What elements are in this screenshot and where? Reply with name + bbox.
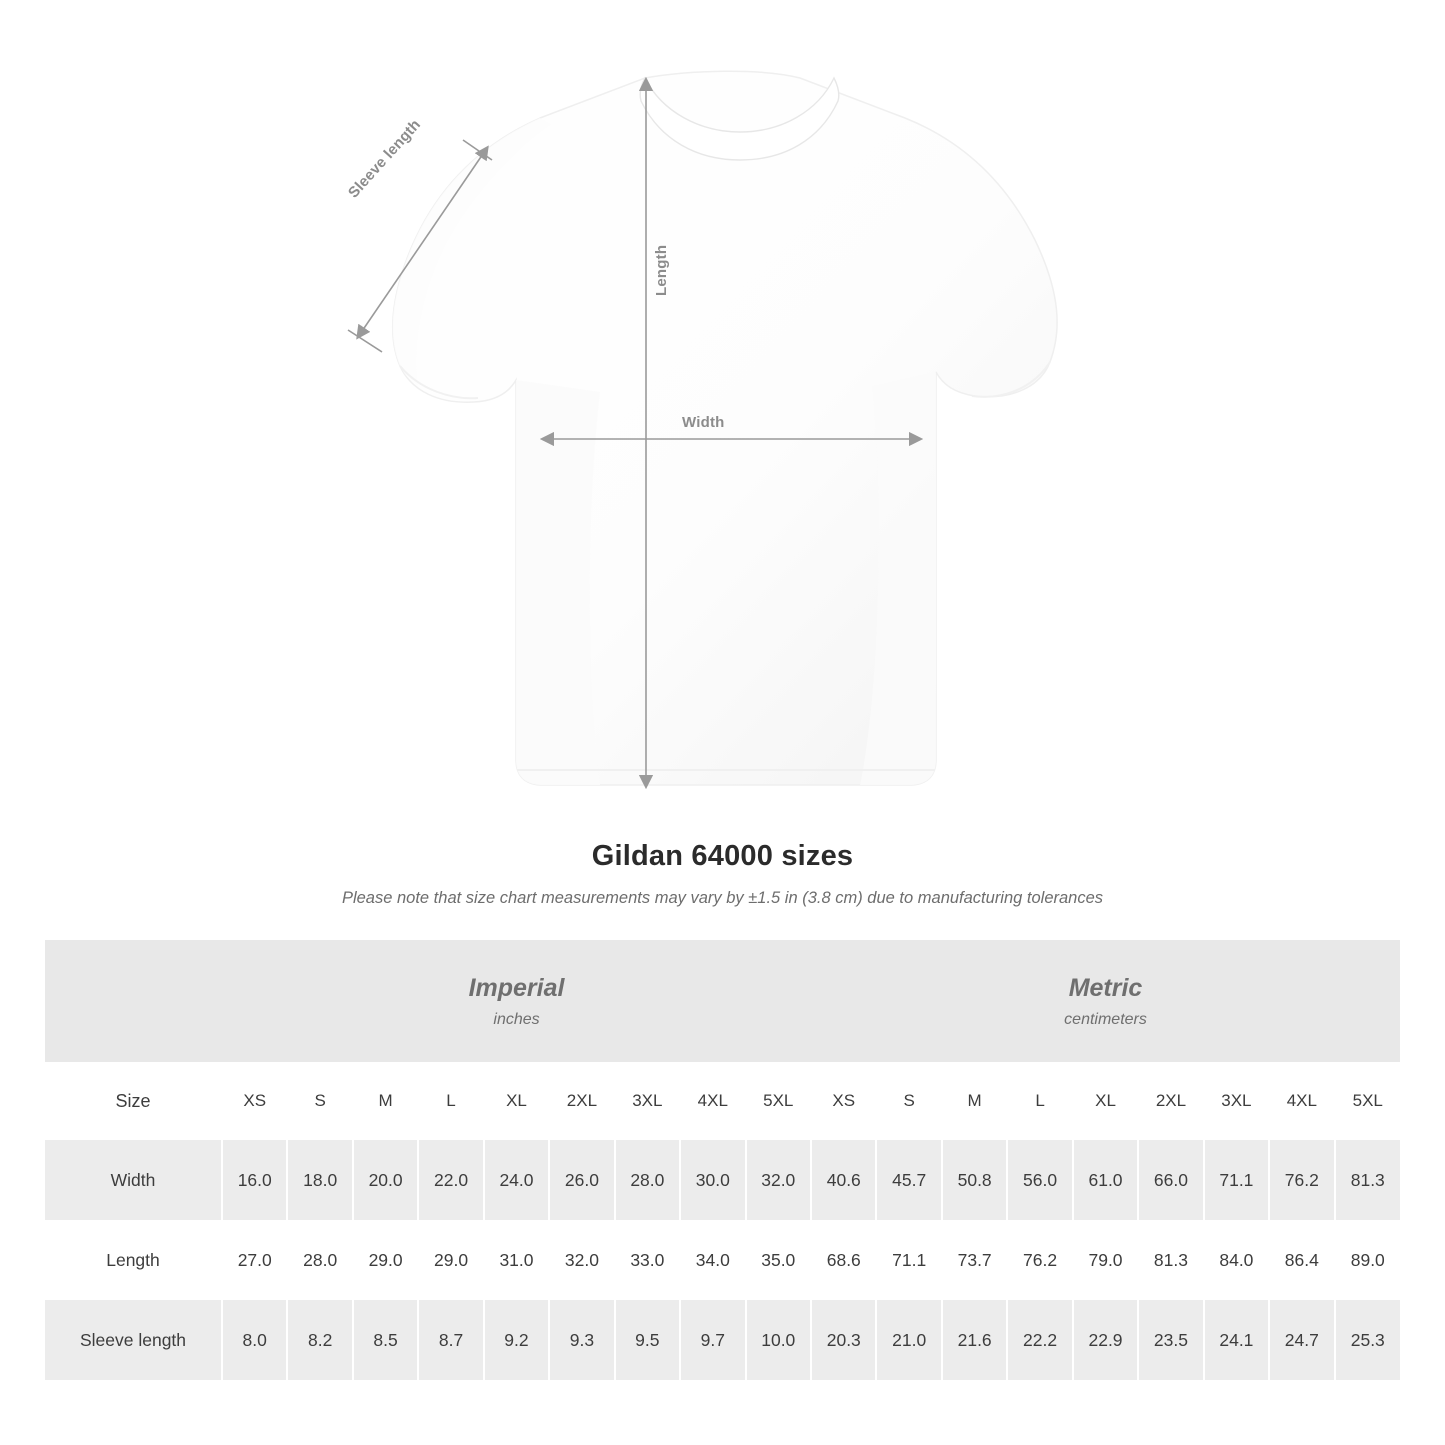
table-cell: 22.2 xyxy=(1007,1300,1072,1380)
table-cell: 34.0 xyxy=(680,1220,745,1300)
column-header: XS xyxy=(222,1062,287,1140)
width-label: Width xyxy=(682,414,725,431)
table-cell: 73.7 xyxy=(942,1220,1007,1300)
unit-header-metric xyxy=(811,940,1400,1062)
table-cell: 26.0 xyxy=(549,1140,614,1220)
table-cell: 86.4 xyxy=(1269,1220,1334,1300)
table-cell: 24.1 xyxy=(1204,1300,1269,1380)
table-cell: 66.0 xyxy=(1138,1140,1203,1220)
table-cell: 71.1 xyxy=(1204,1140,1269,1220)
column-header: XL xyxy=(484,1062,549,1140)
unit-header-imperial xyxy=(222,940,811,1062)
table-cell: 71.1 xyxy=(876,1220,941,1300)
table-cell: 30.0 xyxy=(680,1140,745,1220)
column-header: S xyxy=(287,1062,352,1140)
table-cell: 10.0 xyxy=(746,1300,812,1380)
column-header: 4XL xyxy=(1269,1062,1334,1140)
table-cell: 50.8 xyxy=(942,1140,1007,1220)
column-header: M xyxy=(942,1062,1007,1140)
table-cell: 33.0 xyxy=(615,1220,680,1300)
table-cell: 76.2 xyxy=(1007,1220,1072,1300)
table-cell: 8.2 xyxy=(287,1300,352,1380)
column-header: 3XL xyxy=(615,1062,680,1140)
table-cell: 76.2 xyxy=(1269,1140,1334,1220)
table-cell: 79.0 xyxy=(1073,1220,1138,1300)
column-header: 2XL xyxy=(549,1062,614,1140)
column-header: XL xyxy=(1073,1062,1138,1140)
table-row xyxy=(45,1140,1400,1220)
column-header: L xyxy=(1007,1062,1072,1140)
table-cell: 21.6 xyxy=(942,1300,1007,1380)
table-cell: 28.0 xyxy=(287,1220,352,1300)
row-header-sleeve-length: Sleeve length xyxy=(45,1300,222,1380)
row-header-length: Length xyxy=(45,1220,222,1300)
size-chart-table xyxy=(45,940,1400,1380)
table-row xyxy=(45,1220,1400,1300)
size-header-row xyxy=(45,1062,1400,1140)
unit-header-row xyxy=(45,940,1400,1062)
column-header: 5XL xyxy=(746,1062,812,1140)
table-cell: 56.0 xyxy=(1007,1140,1072,1220)
table-cell: 16.0 xyxy=(222,1140,287,1220)
row-header-width: Width xyxy=(45,1140,222,1220)
table-cell: 45.7 xyxy=(876,1140,941,1220)
unit-name: Imperial xyxy=(468,974,565,1003)
column-header: XS xyxy=(811,1062,876,1140)
table-cell: 81.3 xyxy=(1335,1140,1400,1220)
table-cell: 24.0 xyxy=(484,1140,549,1220)
table-cell: 22.9 xyxy=(1073,1300,1138,1380)
unit-header-spacer xyxy=(45,940,222,1062)
table-cell: 32.0 xyxy=(746,1140,812,1220)
table-cell: 8.5 xyxy=(353,1300,418,1380)
table-cell: 28.0 xyxy=(615,1140,680,1220)
unit-sub: centimeters xyxy=(1064,1010,1147,1028)
table-cell: 9.3 xyxy=(549,1300,614,1380)
table-cell: 20.3 xyxy=(811,1300,876,1380)
table-cell: 35.0 xyxy=(746,1220,812,1300)
table-cell: 8.7 xyxy=(418,1300,483,1380)
table-cell: 24.7 xyxy=(1269,1300,1334,1380)
table-cell: 22.0 xyxy=(418,1140,483,1220)
table-cell: 21.0 xyxy=(876,1300,941,1380)
table-cell: 81.3 xyxy=(1138,1220,1203,1300)
column-header: 2XL xyxy=(1138,1062,1203,1140)
column-header: S xyxy=(876,1062,941,1140)
table-cell: 9.5 xyxy=(615,1300,680,1380)
table-cell: 8.0 xyxy=(222,1300,287,1380)
column-header: M xyxy=(353,1062,418,1140)
table-cell: 29.0 xyxy=(418,1220,483,1300)
table-cell: 20.0 xyxy=(353,1140,418,1220)
table-cell: 18.0 xyxy=(287,1140,352,1220)
column-header: 4XL xyxy=(680,1062,745,1140)
size-chart-table-wrap xyxy=(45,940,1400,1380)
table-cell: 31.0 xyxy=(484,1220,549,1300)
table-cell: 89.0 xyxy=(1335,1220,1400,1300)
unit-sub: inches xyxy=(493,1010,540,1028)
table-cell: 25.3 xyxy=(1335,1300,1400,1380)
row-header-size: Size xyxy=(45,1062,222,1140)
page-title: Gildan 64000 sizes xyxy=(591,840,854,872)
table-cell: 84.0 xyxy=(1204,1220,1269,1300)
table-cell: 27.0 xyxy=(222,1220,287,1300)
table-cell: 32.0 xyxy=(549,1220,614,1300)
tolerance-note: Please note that size chart measurements may vary by ±1.5 in (3.8 cm) due to manufacturing tolerances xyxy=(341,889,1104,907)
table-cell: 29.0 xyxy=(353,1220,418,1300)
column-header: L xyxy=(418,1062,483,1140)
table-cell: 68.6 xyxy=(811,1220,876,1300)
length-label: Length xyxy=(653,244,670,296)
unit-name: Metric xyxy=(1068,974,1143,1003)
table-cell: 9.2 xyxy=(484,1300,549,1380)
column-header: 5XL xyxy=(1335,1062,1400,1140)
sleeve-length-label: Sleeve length xyxy=(345,116,425,202)
column-header: 3XL xyxy=(1204,1062,1269,1140)
table-cell: 61.0 xyxy=(1073,1140,1138,1220)
shirt-shape xyxy=(393,71,1057,785)
table-cell: 40.6 xyxy=(811,1140,876,1220)
table-row xyxy=(45,1300,1400,1380)
title-block xyxy=(0,840,1445,908)
table-cell: 23.5 xyxy=(1138,1300,1203,1380)
table-cell: 9.7 xyxy=(680,1300,745,1380)
